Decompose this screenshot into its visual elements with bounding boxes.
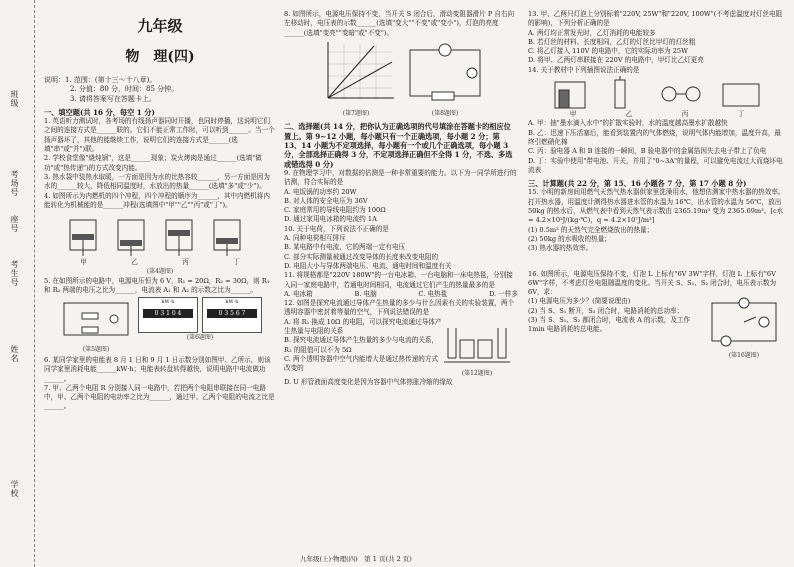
question-2: 2. 学校食堂像"烧炖锅"，这是______现象；炭火烤肉是通过______(选填"做功"或"热传递")的方式改变内能。 xyxy=(44,154,262,172)
option: B. 若灯丝的材料、长度相同，乙灯的灯丝比甲灯的灯丝粗 xyxy=(528,37,696,46)
option: C. 将乙灯接入 110V 的电路中，它的实际功率为 25W xyxy=(528,47,688,56)
question-15: 15. 小明的新房间用燃气天然气热水器供家里洗澡用水，他想估测家中热水器的热效率。打开热水器，用温度计测得热水器进水管的水温为 16℃，出水管的水温为 56℃，放出 50kg 的热水后，从燃气表中看到天然气表示数由 2365.19m³ 变为 2365.69m³。[c水 = 4.2×10³J/(kg·℃)，q = 4.2×10⁷J/m³] xyxy=(528,188,785,225)
fig4-label: 丁 xyxy=(233,258,240,267)
fig14-label: 乙 xyxy=(625,110,633,119)
fig14-label: 丙 xyxy=(681,110,689,119)
option: D. 将甲、乙两灯串联接在 220V 的电路中，甲灯比乙灯更亮 xyxy=(528,56,704,65)
column-3 xyxy=(528,10,786,360)
question-4: 4. 如图所示为内燃机的四个冲程，四个冲程的顺序为______，其中内燃机将内能转化为机械能的是______冲程(选填图中"甲""乙""丙"或"丁")。 xyxy=(44,191,270,209)
question-1: 1. 英语听力测试时，各考场的有线扬声器同时开播，也同时停播，这说明它们之间的连接方式是______联的。它们不能正常工作时，可以听到______。当一个扬声器坏了，其他的能继续工作，说明它们的连接方式是______(选填"串"或"并")联。 xyxy=(44,117,275,154)
figure-caption: (第8题图) xyxy=(431,110,459,118)
iu-graph-figure xyxy=(314,40,398,106)
sub-question: (3) 热水器的热效率。 xyxy=(528,244,593,253)
figure-caption: (第6题图) xyxy=(186,334,214,342)
margin-label: 班级 xyxy=(10,90,19,108)
option: A. 电冰箱 xyxy=(284,289,313,298)
fig4-label: 丙 xyxy=(182,258,189,267)
binding-margin xyxy=(0,0,35,567)
meter-unit: kW·h xyxy=(225,299,239,306)
question-12: 12. 如图是探究电流通过导体产生热量的多少与什么因素有关的实验装置，两个透明容器中密封着等量的空气，下列说法错误的是 xyxy=(284,299,515,317)
question-11: 11. 将规格都是"220V 180W"的一台电冰箱、一台电脑和一床电热毯，分别接入同一家庭电路中，若通电时间相同，电流通过它们产生的热量最多的是 xyxy=(284,271,513,289)
fig14-label: 丁 xyxy=(737,110,745,119)
sub-question: (2) 当 S、S₁ 断开，S₂ 闭合时，电路消耗的总功率； xyxy=(528,306,684,315)
option: D. 丁：实验中使用"带电池、开关，并用了"0~3A"的量程，可以避免电流过大而烧坏电流表 xyxy=(528,156,783,174)
fig4-label: 乙 xyxy=(131,258,138,267)
option: C. 丙：验电器 A 和 B 连接的一瞬间，B 验电器中的金属箔因失去电子带上了负电 xyxy=(528,147,767,156)
column-1 xyxy=(44,10,276,412)
circuit-figure-8 xyxy=(402,40,488,106)
question-7: 7. 甲、乙两个电阻 R 分别接入同一电路中，若把两个电阻串联接在同一电路中，甲、乙两个电阻的电功率之比为______，通过甲、乙两个电阻的电流之比是______。 xyxy=(44,383,275,411)
margin-label: 学校 xyxy=(10,480,19,498)
figure-caption: (第12题图) xyxy=(461,370,493,378)
option: A. 两灯均正常发光时，乙灯消耗的电能较多 xyxy=(528,28,656,37)
note-line: 3. 请将答案写在答题卡上。 xyxy=(70,94,156,103)
sub-question: (1) 0.5m³ 的天然气完全燃烧放出的热量； xyxy=(528,225,654,234)
meter-reading: 0 3 5 6 7 xyxy=(207,309,257,318)
figure-caption: (第7题图) xyxy=(342,110,370,118)
option: B. 对人体的安全电压为 36V xyxy=(284,196,368,205)
option: B. 电脑 xyxy=(354,289,377,298)
option: D. 电阻大小与导体两端电压、电流、通电时间和温度有关 xyxy=(284,261,452,270)
circuit-figure-5 xyxy=(58,297,134,341)
section-heading: 一、填空题(共 16 分，每空 1 分) xyxy=(44,107,155,117)
option: C. 电热毯 xyxy=(418,289,448,298)
option: D. 一样多 xyxy=(488,289,518,298)
electric-meter-yi xyxy=(202,297,262,333)
section-heading: 二、选择题(共 14 分，把你认为正确选项的代号填涂在答题卡的相应位置上。第 9~12 小题，每小题只有一个正确选项，每小题 2 分；第 13、14 小题为不定项选择，每小题有一个或几个正确选项，每小题 3 分，全部选择正确得 3 分，不定项选择正确但不全得 1 分，不选、多选或错选得 0 分) xyxy=(284,122,513,169)
grade-title: 九年级 xyxy=(137,17,183,35)
page-footer: 九年级(上)·物理(四) 第 1 页(共 2 页) xyxy=(300,555,412,563)
margin-label: 姓名 xyxy=(10,345,19,363)
note-line: 说明：1. 范围：(第十三～十八章)。 xyxy=(44,76,157,84)
question-6: 6. 某同学家里的电能表 8 月 1 日和 9 月 1 日示数分别如图甲、乙所示，则该同学家里消耗电能______kW·h；电能表转盘转得越快，说明电路中电流做功______。 xyxy=(44,355,271,383)
fig4-label: 甲 xyxy=(80,258,87,267)
question-5: 5. 在如图所示的电路中，电源电压恒为 6 V，R₁ = 20Ω，R₂ = 30Ω，则 R₁ 和 R₂ 两端的电压之比为______，电流表 A₁ 和 A₂ 的示数之比为______。 xyxy=(44,276,270,295)
heating-experiment-figure xyxy=(442,318,512,366)
engine-strokes-figure xyxy=(60,212,260,258)
meter-unit: kW·h xyxy=(161,299,175,306)
fig14-label: 甲 xyxy=(569,110,577,119)
circuit-figure-16 xyxy=(706,297,782,347)
option: A. 将 R₁ 换成 10Ω 的电阻，可以探究电流通过导体产生热量与电阻的关系 xyxy=(284,317,442,336)
margin-label: 座号 xyxy=(10,215,19,233)
option: A. 电饭锅的功率约 20W xyxy=(284,187,357,196)
margin-label: 考场号 xyxy=(10,170,19,197)
option: B. 乙：迅速下压活塞后，能看到装置内的气体燃烧，说明气体内能增加，温度升高，最终引燃硝化棉 xyxy=(528,128,782,146)
option: C. 部分实际测量被通过改变导体的长度来改变电阻的 xyxy=(284,252,439,261)
option: D. 通过家用电冰箱的电流约 1A xyxy=(284,215,377,224)
margin-label: 考生号 xyxy=(10,260,19,287)
question-3: 3. 热水袋中装热水取暖，一方面是因为水的比热容较______，另一方面是因为水的______较大，降低相同温度时，水放出的热量______(选填"多"或"少")。 xyxy=(44,172,270,191)
question-13: 13. 甲、乙两只灯泡上分别标着"220V, 25W"和"220V, 100W"(不考虑温度对灯丝电阻的影响)，下列分析正确的是 xyxy=(528,10,783,28)
figure-caption: (第5题图) xyxy=(82,345,110,353)
note-line: 2. 分值：80 分，时间：85 分钟。 xyxy=(70,85,179,94)
question-8: 8. 如图所示，电源电压保持不变，当开关 S 闭合后，滑动变阻器滑片 P 自右向左移动时，电压表的示数______(选填"变大""不变"或"变小")，灯泡的亮度______(选填"变亮""变暗"或"不变")。 xyxy=(284,10,515,37)
subject-title: 物 理(四) xyxy=(125,49,195,65)
meter-reading: 0 3 1 0 4 xyxy=(143,309,193,318)
option: A. 同种电荷相互排斥 xyxy=(284,234,346,243)
column-2 xyxy=(284,10,518,388)
notes xyxy=(44,76,276,104)
electric-meter-jia xyxy=(138,297,198,333)
sub-question: (2) 50kg 的水吸收的热量； xyxy=(528,234,611,243)
option: B. 某电路中有电流，它的两端一定有电压 xyxy=(284,243,406,252)
textbook-figures xyxy=(547,76,767,110)
section-heading: 三、计算题(共 22 分，第 15、16 小题各 7 分，第 17 小题 8 分) xyxy=(528,179,747,189)
sub-question: (3) 当 S、S₁、S₂ 都闭合时，电流表 A 的示数，及工作 1min 电路消耗的总电能。 xyxy=(528,316,691,334)
option: D. U 形管液面高度变化是因为容器中气体热胀冷缩的缘故 xyxy=(284,378,453,387)
question-16: 16. 如图所示，电源电压保持不变，灯泡 L 上标有"6V 3W"字样，灯泡 L 上标有"6V 6W"字样，不考虑灯丝电阻随温度的变化。当开关 S、S₁、S₂ 闭合时，电压表示数为 6V，求： xyxy=(528,269,777,297)
option: B. 探究电流通过导体产生热量的多少与电流的关系，R₂ 的阻值可以不为 5Ω xyxy=(284,336,439,354)
figure-caption: (第4题图) xyxy=(146,268,174,276)
option: A. 甲：抽"墨水滴入水中"的扩散实验时，水的温度越高墨水扩散越快 xyxy=(528,119,728,128)
question-9: 9. 在物理学习中，对数据的估测是一种非常重要的能力。以下为一同学所进行的估测，符合实际的是 xyxy=(284,168,517,187)
option: C. 两个透明容器中空气内能增大是通过热传递的方式改变的 xyxy=(284,354,439,373)
sub-question: (1) 电源电压为多少？(简要说理由) xyxy=(528,297,631,306)
figure-caption: (第16题图) xyxy=(728,351,760,359)
question-14: 14. 关于教材中下列插图说法正确的是 xyxy=(528,65,640,74)
question-10: 10. 关于电荷，下列说法不正确的是 xyxy=(284,224,389,233)
option: C. 家庭常用的导线电阻约为 100Ω xyxy=(284,206,386,215)
